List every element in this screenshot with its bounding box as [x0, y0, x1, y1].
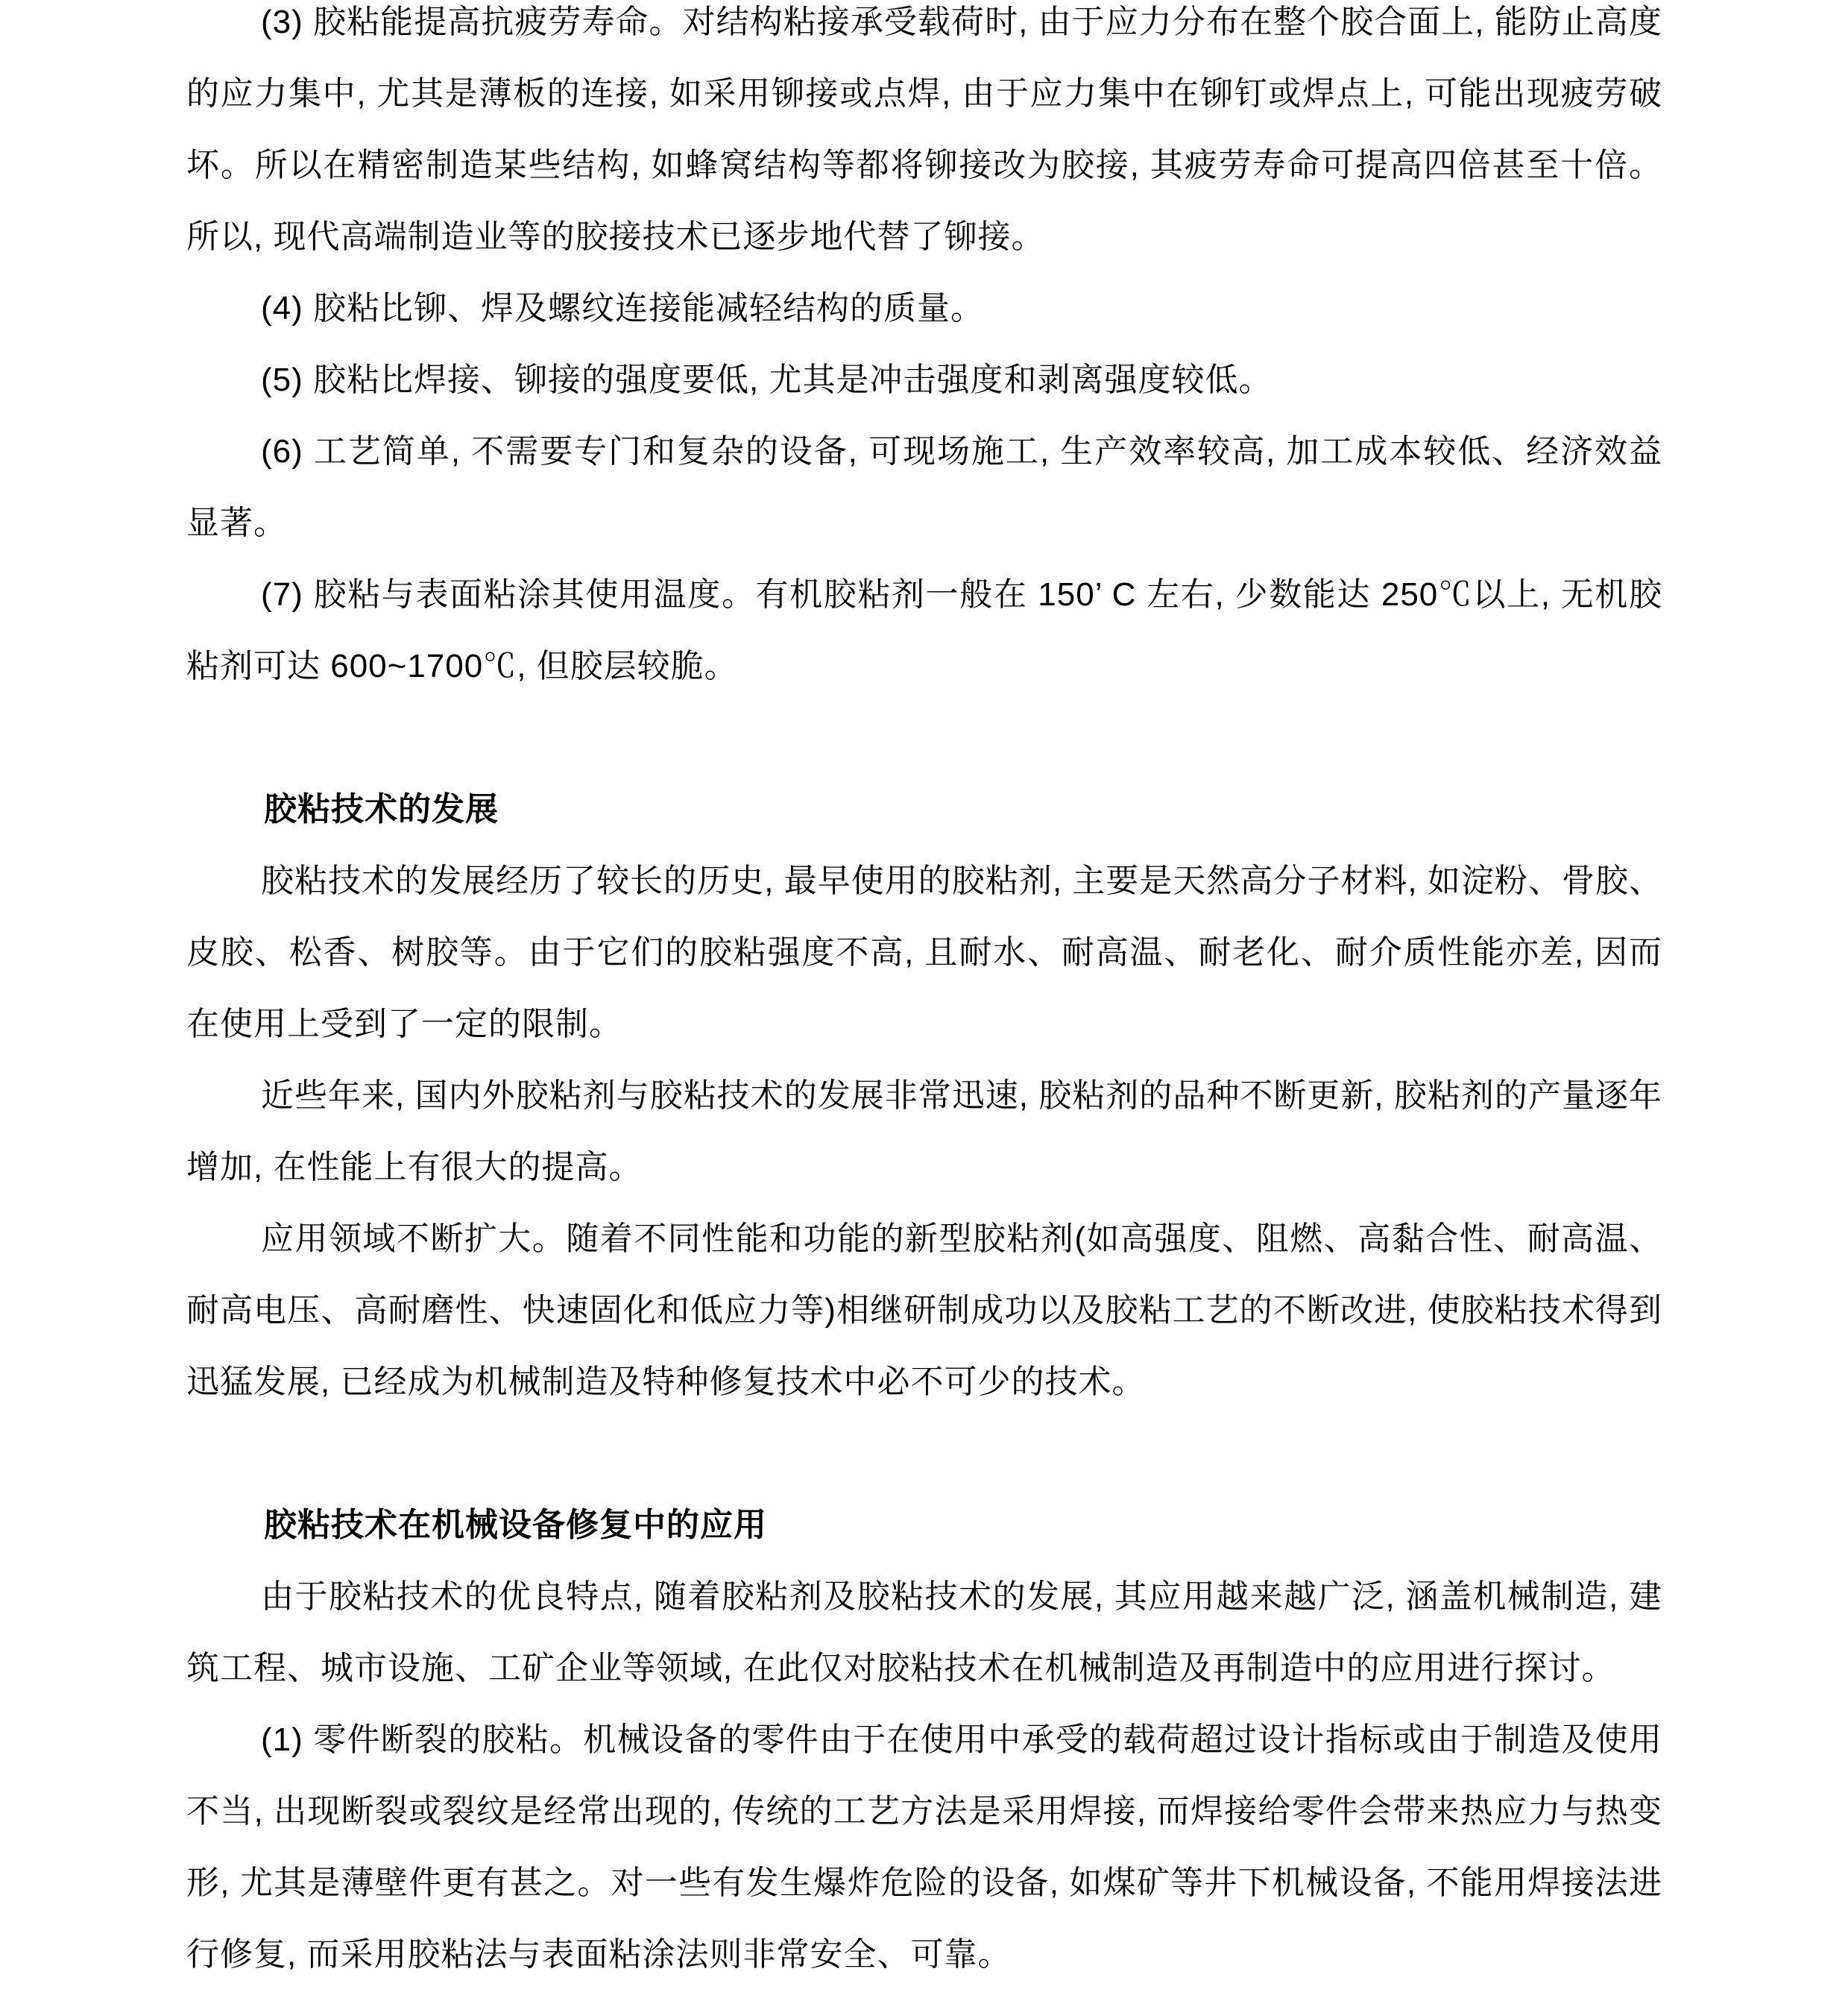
paragraph-item-5: (5) 胶粘比焊接、铆接的强度要低, 尤其是冲击强度和剥离强度较低。	[261, 362, 1273, 398]
paragraph-applications-expand: 应用领域不断扩大。随着不同性能和功能的新型胶粘剂(如高强度、阻燃、高黏合性、耐高温、耐高电压、高耐磨性、快速固化和低应力等)相继研制成功以及胶粘工艺的不断改进, 使胶粘技术得到迅猛发展, 已经成为机械制造及特种修复技术中必不可少的技术。	[186, 1220, 1662, 1400]
paragraph-application-overview: 由于胶粘技术的优良特点, 随着胶粘剂及胶粘技术的发展, 其应用越来越广泛, 涵盖机械制造, 建筑工程、城市设施、工矿企业等领域, 在此仅对胶粘技术在机械制造及再制造中的应用进行探讨。	[186, 1578, 1662, 1686]
document-text-column	[186, 0, 1662, 1991]
paragraph-item-6: (6) 工艺简单, 不需要专门和复杂的设备, 可现场施工, 生产效率较高, 加工成本较低、经济效益显著。	[186, 433, 1662, 541]
paragraph-item-7: (7) 胶粘与表面粘涂其使用温度。有机胶粘剂一般在 150’ C 左右, 少数能达 250℃以上, 无机胶粘剂可达 600~1700℃, 但胶层较脆。	[186, 576, 1662, 684]
paragraph-recent-years: 近些年来, 国内外胶粘剂与胶粘技术的发展非常迅速, 胶粘剂的品种不断更新, 胶粘剂的产量逐年增加, 在性能上有很大的提高。	[186, 1077, 1662, 1185]
paragraph-item-4: (4) 胶粘比铆、焊及螺纹连接能减轻结构的质量。	[261, 290, 984, 327]
section-heading-repair-application: 胶粘技术在机械设备修复中的应用	[264, 1507, 767, 1543]
paragraph-item-1-fracture-bonding: (1) 零件断裂的胶粘。机械设备的零件由于在使用中承受的载荷超过设计指标或由于制造及使用不当, 出现断裂或裂纹是经常出现的, 传统的工艺方法是采用焊接, 而焊接给零件会带来热应力与热变形, 尤其是薄壁件更有甚之。对一些有发生爆炸危险的设备, 如煤矿等井下机械设备, 不能用焊接法进行修复, 而采用胶粘法与表面粘涂法则非常安全、可靠。	[186, 1721, 1662, 1973]
paragraph-history: 胶粘技术的发展经历了较长的历史, 最早使用的胶粘剂, 主要是天然高分子材料, 如淀粉、骨胶、皮胶、松香、树胶等。由于它们的胶粘强度不高, 且耐水、耐高温、耐老化、耐介质性能亦差, 因而在使用上受到了一定的限制。	[186, 863, 1662, 1042]
section-heading-development: 胶粘技术的发展	[264, 791, 499, 828]
paragraph-item-3: (3) 胶粘能提高抗疲劳寿命。对结构粘接承受载荷时, 由于应力分布在整个胶合面上, 能防止高度的应力集中, 尤其是薄板的连接, 如采用铆接或点焊, 由于应力集中在铆钉或焊点上, 可能出现疲劳破坏。所以在精密制造某些结构, 如蜂窝结构等都将铆接改为胶接, 其疲劳寿命可提高四倍甚至十倍。所以, 现代高端制造业等的胶接技术已逐步地代替了铆接。	[186, 4, 1662, 255]
